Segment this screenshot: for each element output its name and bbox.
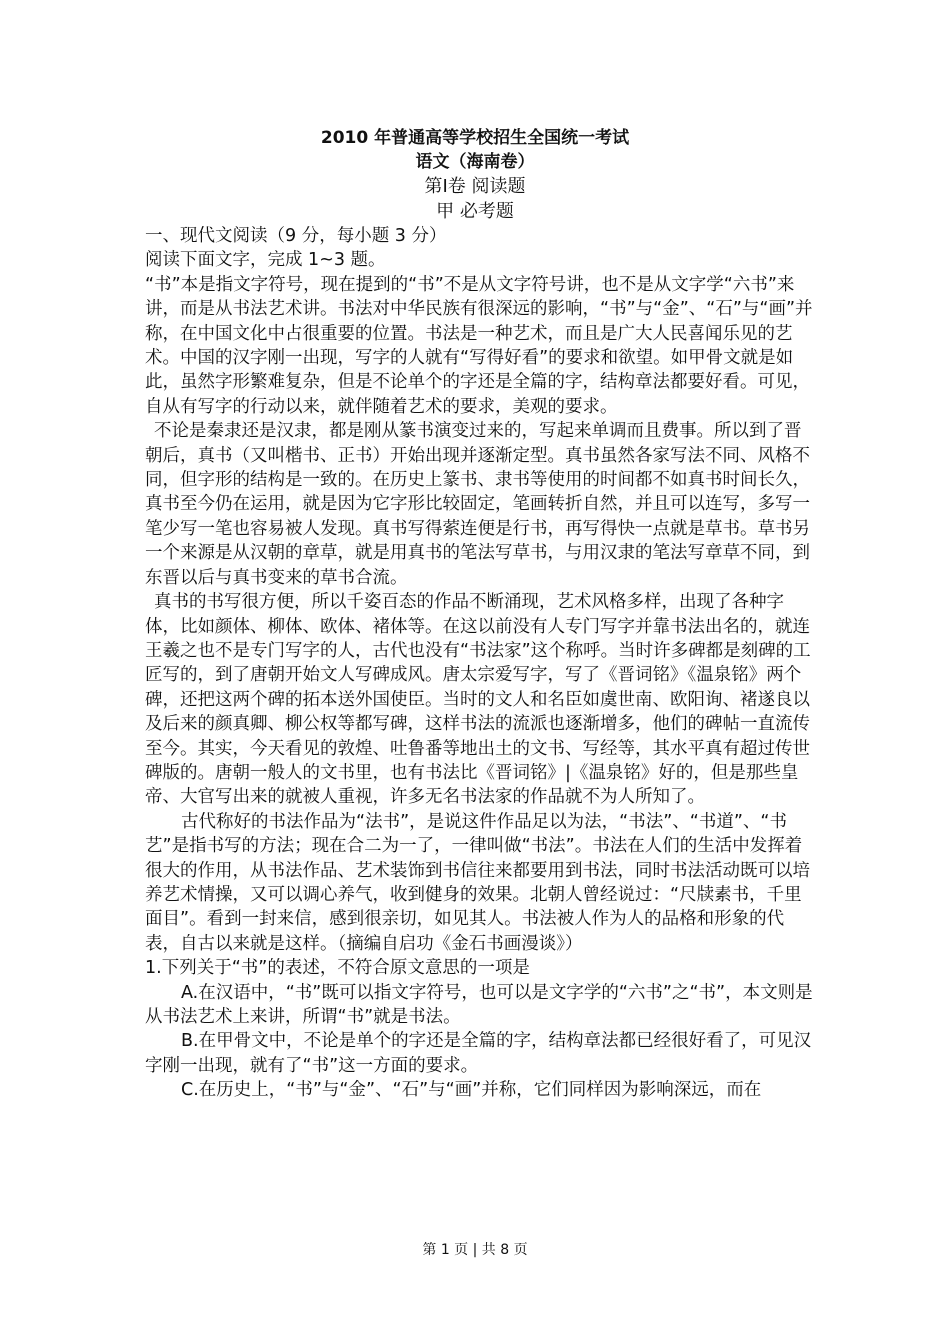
reading-instruction: 阅读下面文字，完成 1~3 题。 [145,250,386,271]
question-1-option-c: C.在历史上，“书”与“金”、“石”与“画”并称，它们同样因为影响深远，而在 [181,1080,762,1101]
document-body [145,224,815,1103]
exam-subtitle: 语文（海南卷） [415,152,535,172]
reading-section-heading: 一、现代文阅读（9 分，每小题 3 分） [145,226,447,246]
page-footer: 第 1 页 | 共 8 页 [422,1242,528,1258]
passage-paragraph-3: 真书的书写很方便，所以千姿百态的作品不断涌现，艺术风格多样，出现了各种字体，比如颜体、柳体、欧体、褚体等。在这以前没有人专门写字并靠书法出名的，就连王羲之也不是专门写字的人，古代也没有“书法家”这个称呼。当时许多碑都是刻碑的工匠写的，到了唐朝开始文人写碑成风。唐太宗爱写字，写了《晋词铭》《温泉铭》两个碑，还把这两个碑的拓本送外国使臣。当时的文人和名臣如虞世南、欧阳询、褚遂良以及后来的颜真卿、柳公权等都写碑，这样书法的流派也逐渐增多，他们的碑帖一直流传至今。其实，今天看见的敦煌、吐鲁番等地出土的文书、写经等，其水平真有超过传世碑版的。唐朝一般人的文书里，也有书法比《晋词铭》|《温泉铭》好的，但是那些皇帝、大官写出来的就被人重视，许多无名书法家的作品就不为人所知了。 [145,592,811,808]
volume-heading: 第Ⅰ卷 阅读题 [424,176,526,197]
passage-paragraph-4: 古代称好的书法作品为“法书”，是说这件作品足以为法，“书法”、“书道”、“书艺”是指书写的方法；现在合二为一了，一律叫做“书法”。书法在人们的生活中发挥着很大的作用，从书法作品、艺术装饰到书信往来都要用到书法，同时书法活动既可以培养艺术情操，又可以调心养气，收到健身的效果。北朝人曾经说过：“尺牍素书，千里面目”。看到一封来信，感到很亲切，如见其人。书法被人作为人的品格和形象的代表，自古以来就是这样。（摘编自启功《金石书画漫谈》） [145,811,810,954]
question-1-option-a: A.在汉语中，“书”既可以指文字符号，也可以是文字学的“六书”之“书”，本文则是从书法艺术上来讲，所谓“书”就是书法。 [145,982,813,1027]
exam-title: 2010 年普通高等学校招生全国统一考试 [320,128,630,148]
passage-paragraph-1: “书”本是指文字符号，现在提到的“书”不是从文字符号讲，也不是从文字学“六书”来讲，而是从书法艺术讲。书法对中华民族有很深远的影响，“书”与“金”、“石”与“画”并称，在中国文化中占很重要的位置。书法是一种艺术，而且是广大人民喜闻乐见的艺术。中国的汉字刚一出现，写字的人就有“写得好看”的要求和欲望。如甲骨文就是如此，虽然字形繁难复杂，但是不论单个的字还是全篇的字，结构章法都要好看。可见，自从有写字的行动以来，就伴随着艺术的要求，美观的要求。 [145,274,813,417]
section-heading-required: 甲 必考题 [436,201,514,222]
question-1-option-b: B.在甲骨文中，不论是单个的字还是全篇的字，结构章法都已经很好看了，可见汉字刚一出现，就有了“书”这一方面的要求。 [145,1031,812,1076]
question-1: 1.下列关于“书”的表述，不符合原文意思的一项是 [145,958,530,979]
passage-paragraph-2: 不论是秦隶还是汉隶，都是刚从篆书演变过来的，写起来单调而且费事。所以到了晋朝后，真书（又叫楷书、正书）开始出现并逐渐定型。真书虽然各家写法不同、风格不同，但字形的结构是一致的。在历史上篆书、隶书等使用的时间都不如真书时间长久，真书至今仍在运用，就是因为它字形比较固定，笔画转折自然，并且可以连写，多写一笔少写一笔也容易被人发现。真书写得萦连便是行书，再写得快一点就是草书。草书另一个来源是从汉朝的章草，就是用真书的笔法写草书，与用汉隶的笔法写章草不同，到东晋以后与真书变来的草书合流。 [145,421,810,588]
